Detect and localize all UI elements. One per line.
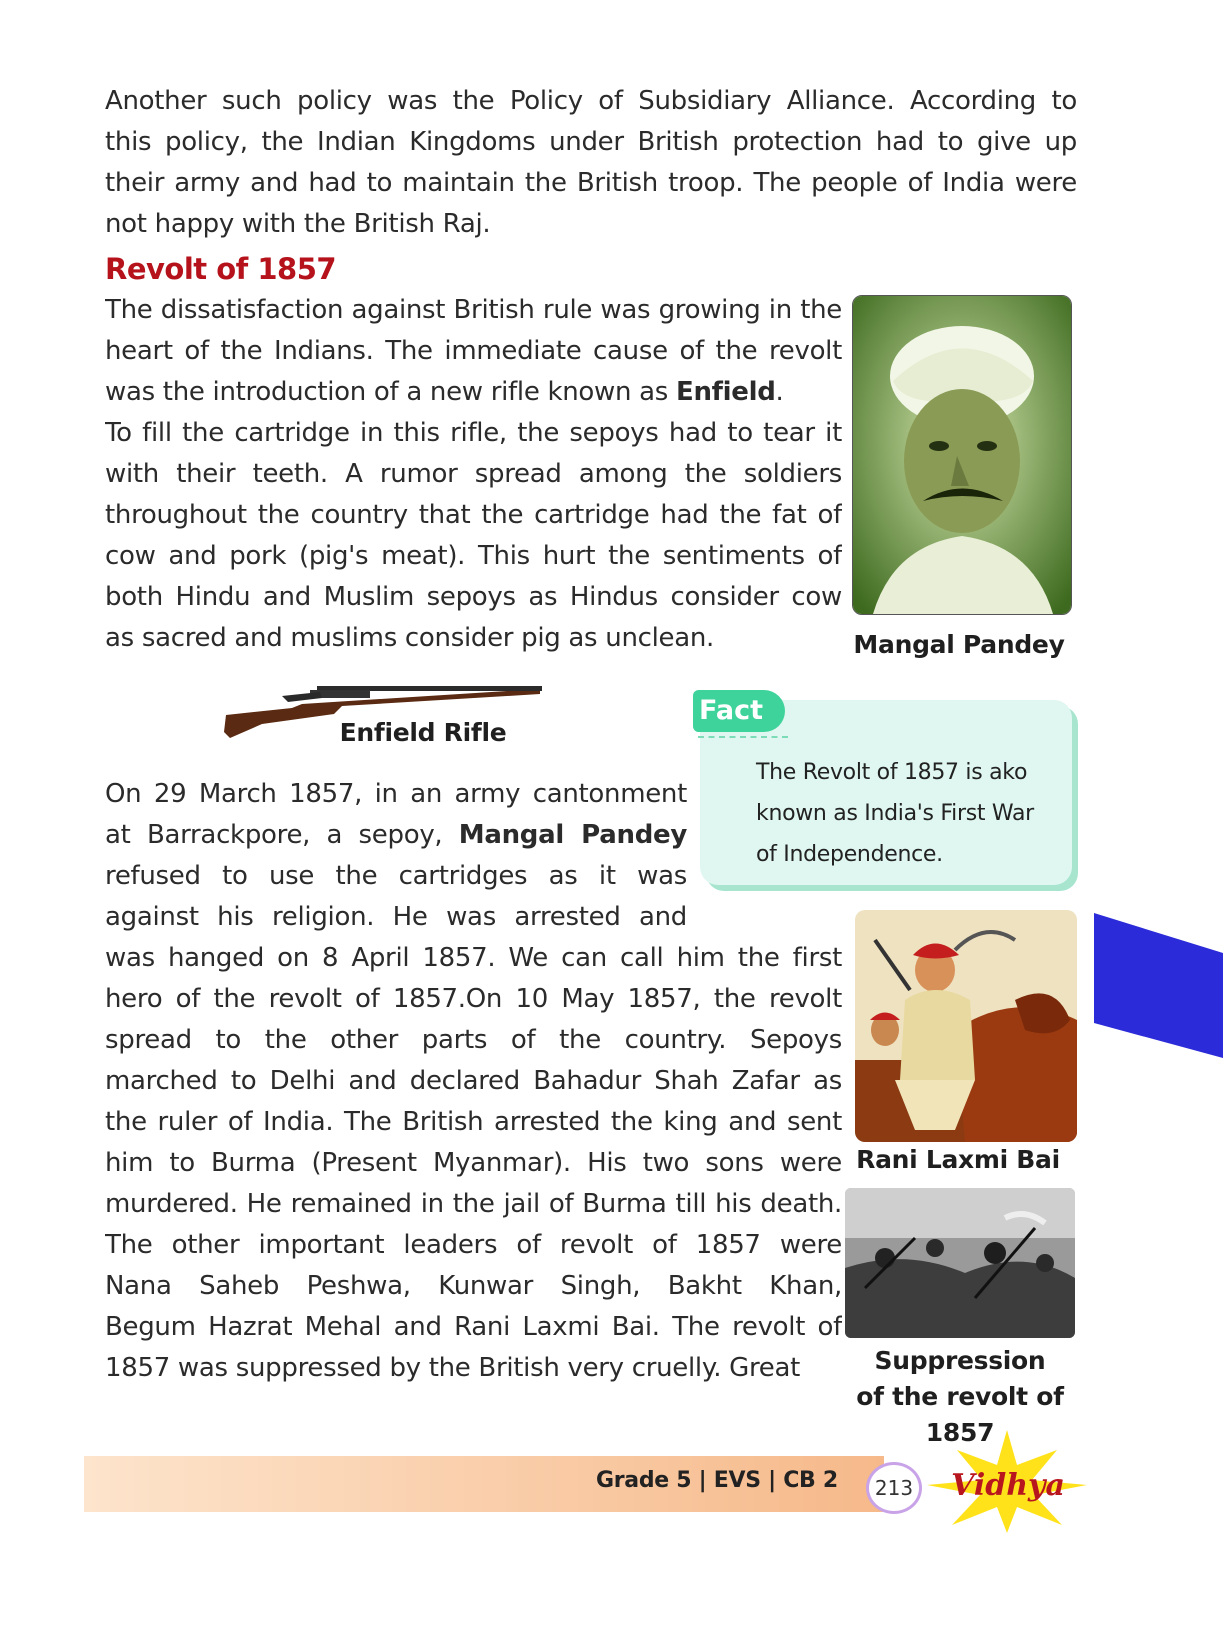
rani-laxmi-bai-painting <box>855 910 1077 1142</box>
paragraph-line: refused to use the cartridges as it was <box>105 861 687 891</box>
mangal-pandey-term: Mangal Pandey <box>458 820 687 850</box>
paragraph-line: with their teeth. A rumor spread among the soldiers <box>105 459 842 489</box>
paragraph-line: was the introduction of a new rifle known as Enfield. <box>105 377 784 407</box>
fact-line: known as India's First War <box>756 801 1034 826</box>
paragraph-last-line: 1857 was suppressed by the British very cruelly. Great <box>105 1353 801 1383</box>
intro-line: their army and had to maintain the British troop. The people of India were <box>105 168 1077 198</box>
paragraph-line: was hanged on 8 April 1857. We can call him the first <box>105 943 842 973</box>
caption-line: 1857 <box>925 1418 995 1447</box>
vidhya-logo-icon <box>922 1425 1092 1535</box>
caption-line: Suppression <box>874 1346 1046 1375</box>
paragraph-line: The dissatisfaction against British rule was growing in the <box>105 295 842 325</box>
mangal-pandey-portrait <box>852 295 1072 615</box>
paragraph-line: as sacred and muslims consider pig as unclean. <box>105 623 715 653</box>
caption-rani-laxmi-bai: Rani Laxmi Bai <box>856 1145 1060 1174</box>
paragraph-revolt-spread <box>105 938 842 1348</box>
paragraph-line: throughout the country that the cartridge had the fat of <box>105 500 842 530</box>
paragraph-line: The other important leaders of revolt of 1857 were <box>105 1230 842 1260</box>
paragraph-line: hero of the revolt of 1857.On 10 May 1857, the revolt <box>105 984 842 1014</box>
intro-paragraph <box>105 81 1077 245</box>
paragraph-line: against his religion. He was arrested and <box>105 902 687 932</box>
caption-enfield-rifle: Enfield Rifle <box>339 718 507 747</box>
suppression-revolt-image <box>845 1188 1075 1338</box>
paragraph-line: On 29 March 1857, in an army cantonment <box>105 779 687 809</box>
fact-text <box>756 752 1034 875</box>
caption-mangal-pandey: Mangal Pandey <box>853 630 1065 659</box>
paragraph-line: spread to the other parts of the country. Sepoys <box>105 1025 842 1055</box>
intro-line: this policy, the Indian Kingdoms under British protection had to give up <box>105 127 1077 157</box>
paragraph-line: heart of the Indians. The immediate cause of the revolt <box>105 336 842 366</box>
chapter-side-tab <box>1094 913 1223 1058</box>
paragraph-line: the ruler of India. The British arrested the king and sent <box>105 1107 842 1137</box>
page-number: 213 <box>866 1462 922 1514</box>
paragraph-line: Nana Saheb Peshwa, Kunwar Singh, Bakht Khan, <box>105 1271 842 1301</box>
paragraph-line: murdered. He remained in the jail of Burma till his death. <box>105 1189 842 1219</box>
caption-line: of the revolt of <box>856 1382 1064 1411</box>
paragraph-line: marched to Delhi and declared Bahadur Shah Zafar as <box>105 1066 842 1096</box>
intro-line: not happy with the British Raj. <box>105 209 491 239</box>
enfield-term: Enfield <box>675 377 776 407</box>
paragraph-line: at Barrackpore, a sepoy, Mangal Pandey <box>105 820 687 850</box>
logo-text: Vidhya <box>951 1468 1065 1503</box>
fact-label: Fact <box>693 690 785 732</box>
section-heading: Revolt of 1857 <box>105 252 337 286</box>
paragraph-mangal-pandey <box>105 774 687 938</box>
footer-grade-subject: Grade 5 | EVS | CB 2 <box>596 1468 838 1493</box>
paragraph-revolt-cause <box>105 290 842 659</box>
vidhya-logo <box>922 1425 1092 1535</box>
intro-line: Another such policy was the Policy of Subsidiary Alliance. According to <box>105 86 1077 116</box>
fact-line: The Revolt of 1857 is ako <box>756 760 1028 785</box>
fact-line: of Independence. <box>756 842 943 867</box>
paragraph-line: To fill the cartridge in this rifle, the sepoys had to tear it <box>105 418 842 448</box>
paragraph-line: Begum Hazrat Mehal and Rani Laxmi Bai. The revolt of <box>105 1312 842 1342</box>
paragraph-line: cow and pork (pig's meat). This hurt the sentiments of <box>105 541 842 571</box>
paragraph-line: him to Burma (Present Myanmar). His two sons were <box>105 1148 842 1178</box>
paragraph-line: both Hindu and Muslim sepoys as Hindus consider cow <box>105 582 842 612</box>
fact-divider <box>698 736 788 738</box>
